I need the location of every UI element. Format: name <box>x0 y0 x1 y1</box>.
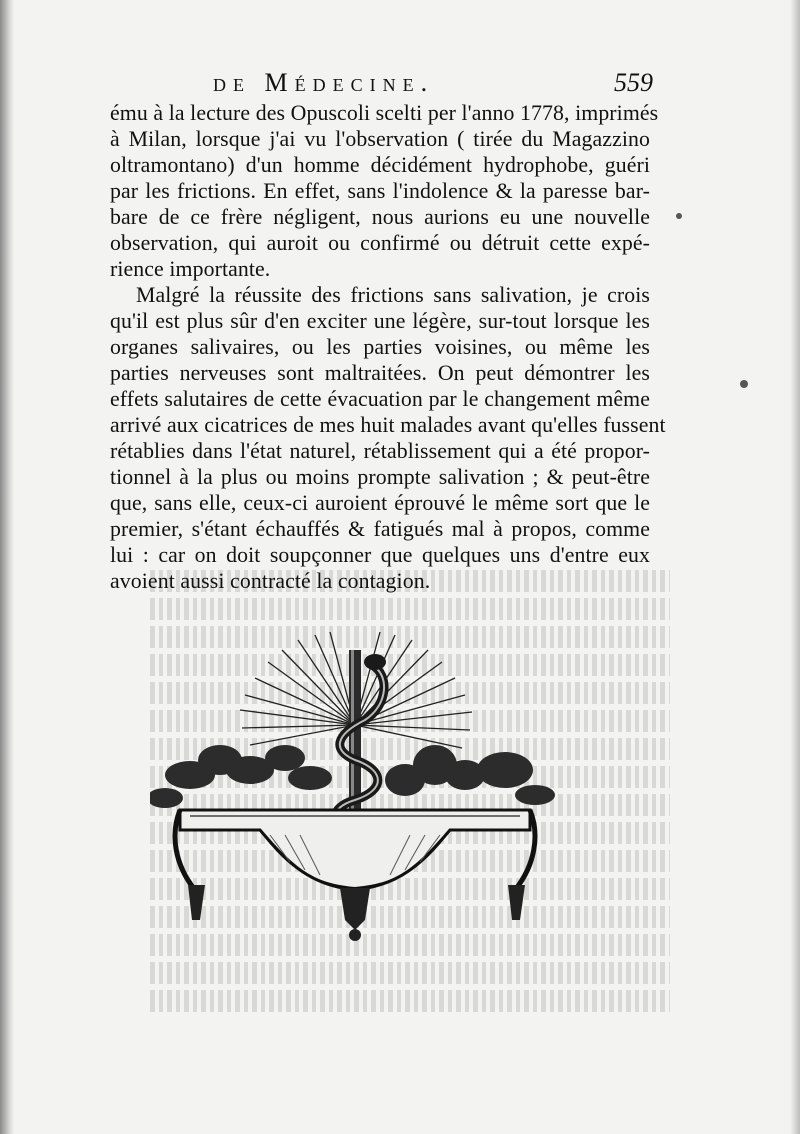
ink-speck <box>740 380 748 388</box>
paragraph-2 <box>110 282 666 594</box>
paragraph-1 <box>110 100 659 282</box>
text-line: organes salivaires, ou les parties voisines, ou même les <box>110 335 650 359</box>
text-line: effets salutaires de cette évacuation par le changement même <box>110 387 650 411</box>
running-head: de Médecine. <box>213 68 435 97</box>
foliage-left <box>150 745 332 808</box>
text-line: Malgré la réussite des frictions sans salivation, je crois <box>136 283 650 307</box>
text-line: bare de ce frère négligent, nous aurions eu une nouvelle <box>110 205 650 229</box>
ink-speck <box>676 213 682 219</box>
text-line: oltramontano) d'un homme décidément hydrophobe, guéri <box>110 153 650 177</box>
text-line: premier, s'étant échauffés & fatigués mal à propos, comme <box>110 517 650 541</box>
text-line: par les frictions. En effet, sans l'indolence & la paresse bar- <box>110 179 650 203</box>
text-line: avoient aussi contracté la contagion. <box>110 569 431 593</box>
draped-pedestal <box>175 810 535 941</box>
text-line: rience importante. <box>110 257 271 281</box>
text-line: arrivé aux cicatrices de mes huit malades avant qu'elles fussent <box>110 413 666 437</box>
page-header <box>108 64 653 104</box>
text-line: tionnel à la plus ou moins prompte salivation ; & peut-être <box>110 465 650 489</box>
asclepius-ornament <box>150 630 560 950</box>
text-line: que, sans elle, ceux-ci auroient éprouvé le même sort que le <box>110 491 650 515</box>
text-line: qu'il est plus sûr d'en exciter une légère, sur-tout lorsque les <box>110 309 650 333</box>
page-number: 559 <box>614 68 653 97</box>
foliage-right <box>385 745 555 805</box>
text-line: lui : car on doit soupçonner que quelques uns d'entre eux <box>110 543 650 567</box>
text-line: rétablies dans l'état naturel, rétablissement qui a été propor- <box>110 439 650 463</box>
body-text <box>110 100 666 594</box>
text-line: ému à la lecture des Opuscoli scelti per l'anno 1778, imprimés <box>110 101 659 125</box>
text-line: observation, qui auroit ou confirmé ou détruit cette expé- <box>110 231 650 255</box>
text-line: parties nerveuses sont maltraitées. On peut démontrer les <box>110 361 650 385</box>
text-line: à Milan, lorsque j'ai vu l'observation ( tirée du Magazzino <box>110 127 650 151</box>
